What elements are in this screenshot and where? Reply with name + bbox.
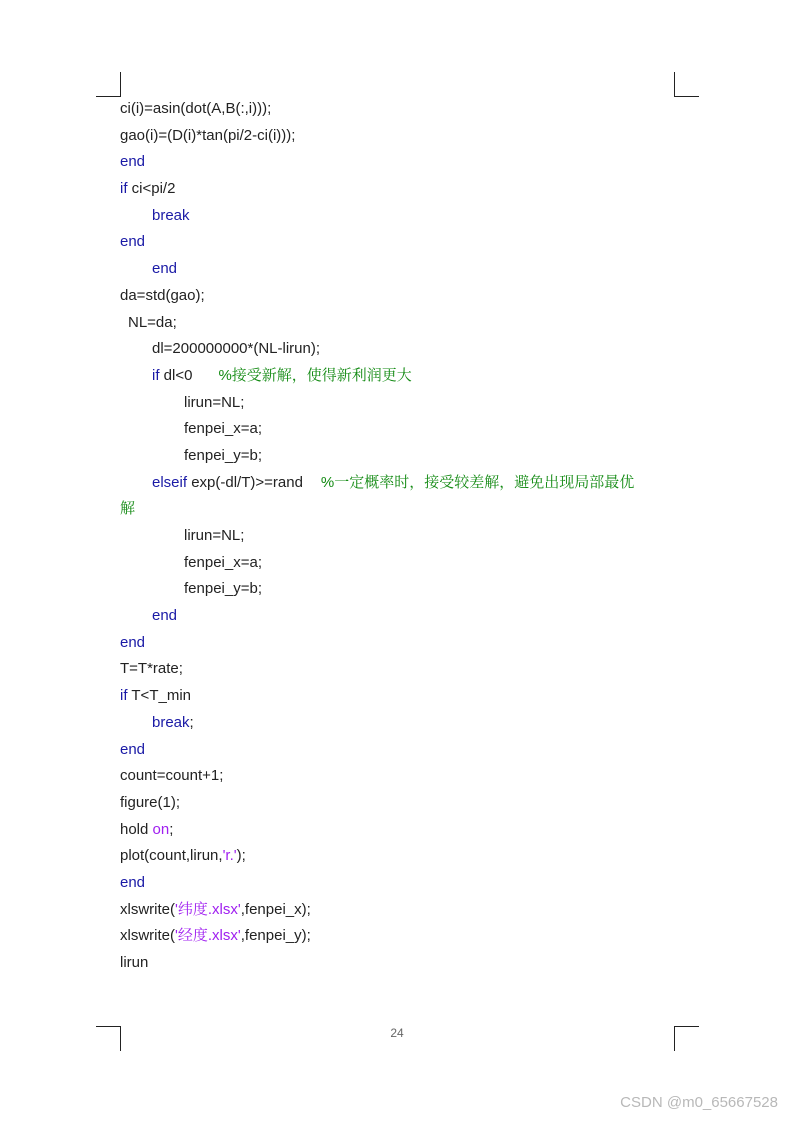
- code-line: [120, 576, 680, 603]
- code-keyword: end: [120, 233, 146, 251]
- code-line: [120, 149, 680, 176]
- code-block: [120, 96, 680, 977]
- code-text: NL=da;: [128, 313, 177, 331]
- code-line: [120, 443, 680, 470]
- code-keyword: end: [120, 633, 146, 651]
- code-line: [120, 737, 680, 764]
- code-text: fenpei_y=b;: [184, 580, 262, 598]
- code-line: [120, 870, 680, 897]
- code-line: [120, 390, 680, 417]
- code-line: [120, 123, 680, 150]
- code-text: );: [236, 847, 246, 865]
- code-line: [120, 310, 680, 337]
- code-text: da=std(gao);: [120, 286, 205, 304]
- code-keyword: if: [120, 180, 128, 198]
- code-string: '纬度.xlsx': [175, 900, 241, 918]
- code-keyword: end: [120, 740, 146, 758]
- code-text: ;: [169, 820, 174, 838]
- code-text: ci<pi/2: [127, 180, 176, 198]
- code-keyword: elseif: [152, 473, 188, 491]
- code-text: ci(i)=asin(dot(A,B(:,i)));: [120, 100, 272, 117]
- code-keyword: if: [152, 366, 160, 384]
- code-line: [120, 470, 680, 497]
- code-string: on: [152, 820, 170, 838]
- code-line: [120, 683, 680, 710]
- code-text: dl=200000000*(NL-lirun);: [152, 340, 321, 358]
- watermark: CSDN @m0_65667528: [620, 1094, 778, 1111]
- code-text: ,fenpei_x);: [240, 900, 311, 918]
- code-line: [120, 897, 680, 924]
- code-keyword: if: [120, 687, 128, 705]
- code-line: [120, 203, 680, 230]
- code-line: [120, 603, 680, 630]
- code-text: fenpei_x=a;: [184, 553, 262, 571]
- code-keyword: end: [152, 260, 178, 278]
- code-line: [120, 256, 680, 283]
- code-comment: %接受新解，使得新利润更大: [218, 366, 412, 384]
- code-text: xlswrite(: [120, 927, 175, 945]
- code-text: fenpei_x=a;: [184, 420, 262, 438]
- code-text: T=T*rate;: [120, 660, 183, 678]
- code-text: lirun=NL;: [184, 527, 245, 544]
- code-text: exp(-dl/T)>=rand: [187, 473, 303, 491]
- code-line: [120, 496, 680, 523]
- code-line: [120, 363, 680, 390]
- code-line: [120, 843, 680, 870]
- code-line: [120, 283, 680, 310]
- code-text: lirun=NL;: [184, 393, 245, 411]
- crop-mark-top-left: [96, 72, 121, 97]
- code-comment: 解: [120, 500, 136, 518]
- code-keyword: break: [152, 206, 190, 224]
- code-comment: %一定概率时，接受较差解，避免出现局部最优: [320, 473, 635, 491]
- code-line: [120, 96, 680, 123]
- code-keyword: end: [120, 153, 146, 171]
- code-string: '经度.xlsx': [175, 927, 241, 945]
- code-text: xlswrite(: [120, 900, 175, 918]
- code-string: 'r.': [222, 847, 237, 865]
- code-text: gao(i)=(D(i)*tan(pi/2-ci(i)));: [120, 126, 296, 144]
- crop-mark-top-right: [674, 72, 699, 97]
- code-text: figure(1);: [120, 793, 181, 811]
- code-text: T<T_min: [127, 687, 191, 705]
- code-text: ;: [189, 713, 194, 731]
- code-line: [120, 416, 680, 443]
- code-keyword: break: [152, 713, 190, 731]
- page-number: 24: [390, 1026, 404, 1040]
- code-text: dl<0: [159, 366, 193, 384]
- code-line: [120, 790, 680, 817]
- code-text: lirun: [120, 954, 149, 971]
- code-line: [120, 950, 680, 977]
- code-line: [120, 630, 680, 657]
- code-text: count=count+1;: [120, 767, 224, 785]
- code-keyword: end: [152, 607, 178, 625]
- code-line: [120, 710, 680, 737]
- code-line: [120, 817, 680, 844]
- code-text: hold: [120, 820, 153, 838]
- code-keyword: end: [120, 873, 146, 891]
- code-text: ,fenpei_y);: [240, 927, 311, 945]
- code-line: [120, 523, 680, 550]
- code-line: [120, 923, 680, 950]
- code-line: [120, 550, 680, 577]
- code-line: [120, 229, 680, 256]
- code-text: plot(count,lirun,: [120, 847, 223, 865]
- code-line: [120, 336, 680, 363]
- code-line: [120, 176, 680, 203]
- code-line: [120, 656, 680, 683]
- code-line: [120, 763, 680, 790]
- code-text: fenpei_y=b;: [184, 446, 262, 464]
